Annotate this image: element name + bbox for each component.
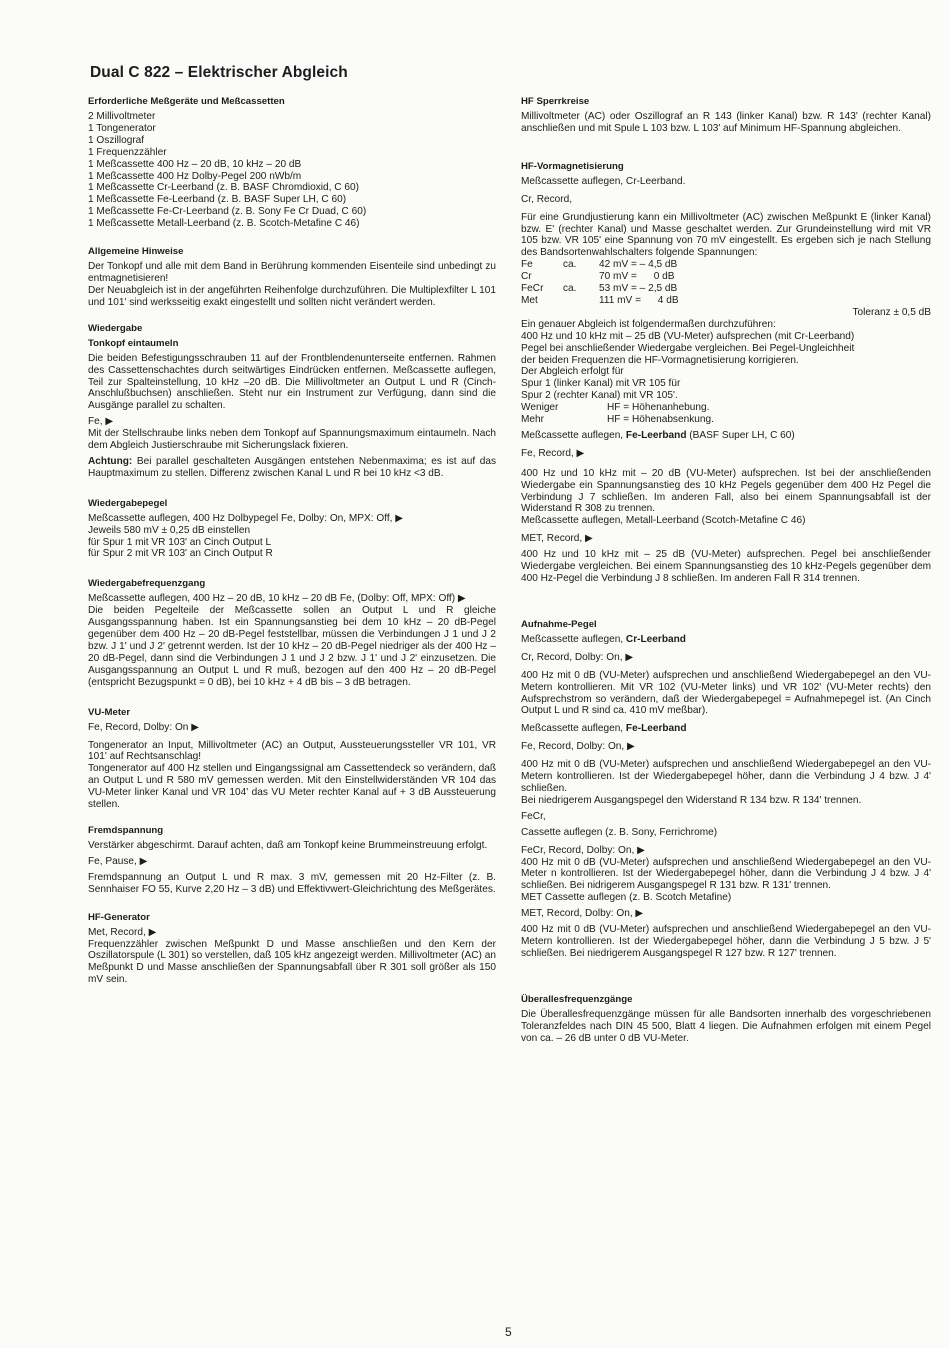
playback-level-heading: Wiedergabepegel (88, 497, 168, 509)
record-fe-p-b: Bei niedrigerem Ausgangspegel den Widerstand R 134 bzw. R 134' trennen. (521, 794, 862, 806)
record-fecr-line: Cassette auflegen (z. B. Sony, Ferrichrome) (521, 826, 718, 838)
hf-bias-line2: Cr, Record, (521, 193, 573, 205)
table-row (521, 414, 931, 426)
playback-level-line: für Spur 2 mit VR 103' an Cinch Output R (88, 548, 273, 560)
hf-trap-p: Millivoltmeter (AC) oder Oszillograf an R 143 (linker Kanal) bzw. R 143' (rechter Kanal) anschließen und mit Spule L 103 bzw. L 103' auf Minimum HF-Spannung abgleichen. (521, 111, 931, 134)
fe-blank-bold: Fe-Leerband (625, 429, 687, 441)
equipment-item: 1 Meßcassette Metall-Leerband (z. B. Scotch-Metafine C 46) (88, 218, 360, 230)
equipment-item: 1 Meßcassette Cr-Leerband (z. B. BASF Chromdioxid, C 60) (88, 182, 359, 194)
head-alignment-p3 (88, 456, 496, 480)
record-cr-line (521, 634, 931, 646)
playback-level-line: Meßcassette auflegen, 400 Hz Dolbypegel Fe, Dolby: On, MPX: Off, ▶ (88, 512, 404, 524)
page-number: 5 (505, 1325, 512, 1339)
hf-bias-line: 400 Hz und 10 kHz mit – 25 dB (VU-Meter) aufsprechen (mit Cr-Leerband) (521, 330, 855, 342)
bias-change-cell: Mehr (521, 414, 544, 426)
noise-voltage-mode: Fe, Pause, ▶ (88, 855, 148, 867)
record-cr-bold: Cr-Leerband (625, 633, 686, 645)
voltage-cell: 111 mV = 4 dB (599, 294, 679, 306)
equipment-item: 1 Meßcassette 400 Hz Dolby-Pegel 200 nWb/m (88, 170, 302, 182)
record-fecr-label: FeCr, (521, 810, 546, 822)
equipment-item: 1 Meßcassette Fe-Cr-Leerband (z. B. Sony Fe Cr Duad, C 60) (88, 206, 367, 218)
metal-p: 400 Hz und 10 kHz mit – 25 dB (VU-Meter) aufsprechen. Pegel bei anschließender Wiedergabe vergleichen. Bei einem Spannungsanstieg des 10 kHz-Pegels gegenüber dem 400 Hz-Pegel die Verbindung J 8 schließen. Im anderen Fall R 314 trennen. (521, 549, 931, 584)
equipment-item: 1 Meßcassette Fe-Leerband (z. B. BASF Super LH, C 60) (88, 194, 347, 206)
record-fecr-p: 400 Hz mit 0 dB (VU-Meter) aufsprechen und anschließend Wiedergabepegel an den VU-Meter n kontrollieren. Ist der Wiedergabepegel höher, dann die Verbindung J 4 bzw. J 4' schließen. Bei nidrigerem Ausgangspegel R 131 bzw. R 131' trennen. (521, 856, 931, 892)
hf-trap-heading: HF Sperrkreise (521, 96, 590, 107)
hf-bias-lines (521, 319, 931, 402)
record-fe-text: Meßcassette auflegen, (521, 723, 626, 735)
hf-generator-mode: Met, Record, ▶ (88, 926, 157, 938)
record-cr-mode: Cr, Record, Dolby: On, ▶ (521, 651, 634, 663)
hf-bias-line: Spur 1 (linker Kanal) mit VR 105 für (521, 378, 681, 390)
equipment-item: 1 Meßcassette 400 Hz – 20 dB, 10 kHz – 20 dB (88, 158, 302, 170)
fe-blank-text: Meßcassette auflegen, (521, 429, 626, 441)
table-row (521, 283, 931, 295)
record-fe-bold: Fe-Leerband (625, 723, 687, 735)
bias-effect-cell: HF = Höhenanhebung. (607, 402, 710, 414)
tape-type-cell: FeCr (521, 283, 544, 295)
record-cr-p: 400 Hz mit 0 dB (VU-Meter) aufsprechen und anschließend Wiedergabepegel an den VU-Metern kontrollieren. Mit VR 102 (VU-Meter links) und VR 102' (VU-Meter rechts) den Aufsprechstrom so verändern, daß der Wiedergabepegel = Aufnahmepegel ist. (An Cinch Output L und R sind ca. 410 mV meßbar). (521, 669, 931, 717)
equipment-item: 2 Millivoltmeter (88, 111, 156, 122)
general-notes-p1: Der Tonkopf und alle mit dem Band in Berührung kommenden Eisenteile sind unbedingt zu entmagnetisieren! (88, 261, 496, 284)
hf-bias-line: Spur 2 (rechter Kanal) mit VR 105'. (521, 390, 678, 402)
voltage-cell: 53 mV = – 2,5 dB (599, 283, 678, 295)
metal-mode: MET, Record, ▶ (521, 533, 593, 545)
tape-type-cell: Fe (521, 259, 533, 271)
hf-bias-line: Pegel bei anschließender Wiedergabe vergleichen. Bei Pegel-Ungleichheit (521, 342, 855, 354)
hf-bias-line: Der Abgleich erfolgt für (521, 366, 624, 378)
bias-change-cell: Weniger (521, 402, 559, 414)
hf-bias-line: Ein genauer Abgleich ist folgendermaßen durchzuführen: (521, 318, 776, 330)
head-alignment-p1: Die beiden Befestigungsschrauben 11 auf der Frontblendenunterseite entfernen. Rahmen des Cassettenschachtes durch seitwärtiges Eindrücken entfernen. Meßcassette auflegen, Teil zur Spalteinstellung, 10 kHz –20 dB. Die Millivoltmeter an Output L und R (Cinch-Anschlußbuchsen) anschließen. Steht nur ein Instrument zur Verfügung, dann sind die Ausgänge parallel zu schalten. (88, 352, 496, 412)
vu-meter-mode: Fe, Record, Dolby: On ▶ (88, 721, 199, 733)
playback-level-line: Jeweils 580 mV ± 0,25 dB einstellen (88, 524, 251, 536)
attention-label: Achtung: (88, 455, 133, 467)
metal-blank-line: Meßcassette auflegen, Metall-Leerband (Scotch-Metafine C 46) (521, 515, 806, 527)
right-column (521, 96, 931, 1044)
overall-response-p: Die Überallesfrequenzgänge müssen für alle Bandsorten innerhalb des vorgeschriebenen Toleranzfeldes nach DIN 45 500, Blatt 4 liegen. Die Aufnahmen erfolgen mit einem Pegel von ca. – 26 dB unter 0 dB VU-Meter. (521, 1008, 931, 1044)
table-row (521, 402, 931, 414)
vu-meter-p2: Tongenerator auf 400 Hz stellen und Eingangssignal am Cassettendeck so verändern, daß an Output L und R 580 mV gemessen werden. Mit den Einstellwiderständen VR 104 das VU-Meter linker Kanal und VR 104' das VU Meter rechter Kanal auf + 3 dB Aussteuerung stellen. (88, 763, 496, 811)
general-notes-p2: Der Neuabgleich ist in der angeführten Reihenfolge durchzuführen. Die Multiplexfilter L 101 und 101' sind werksseitig exakt eingestellt und sollten nicht verändert werden. (88, 284, 496, 308)
overall-response-heading: Überallesfrequenzgänge (521, 993, 633, 1005)
bias-voltage-table (521, 259, 931, 307)
record-fe-line (521, 723, 931, 735)
hf-generator-heading: HF-Generator (88, 911, 150, 923)
record-met-line: MET Cassette auflegen (z. B. Scotch Metafine) (521, 892, 732, 904)
fe-mode: Fe, Record, ▶ (521, 447, 585, 459)
table-row (521, 271, 931, 283)
voltage-cell: 70 mV = 0 dB (599, 271, 675, 283)
hf-bias-line: der beiden Frequenzen die HF-Vormagnetisierung korrigieren. (521, 354, 799, 366)
fe-blank-note: (BASF Super LH, C 60) (686, 429, 795, 441)
equipment-item: 1 Tongenerator (88, 122, 156, 134)
playback-frequency-p2: Die beiden Pegelteile der Meßcassette sollen an Output L und R gleiche Ausgangsspannung haben. Ist ein Spannungsanstieg bei dem 10 kHz – 20 dB-Pegel gegenüber dem 400 Hz – 20 dB-Pegel feststellbar, müssen die Verbindungen J 1 und J 2 bzw. J 1' und J 2' getrennt werden. Ist der 10 kHz – 20 dB-Pegel niedriger als der 400 Hz – 20 dB-Pegel, dann sind die Verbindungen J 1 und J 2 bzw. J 1' und J 2' einzusetzen. Die Ausgangsspannung an Output L und R muß, bezogen auf den 400 Hz – 20 dB-Pegel (entspricht Bezugspunkt = 0 dB), bei 10 kHz + 4 dB bis – 3 dB betragen. (88, 605, 496, 688)
approx-cell (563, 295, 599, 307)
fe-p: 400 Hz und 10 kHz mit – 20 dB (VU-Meter) aufsprechen. Ist bei der anschließenden Wiedergabe ein Spannungsanstieg des 10 kHz Pegels gegenüber dem 400 Hz Pegel die Verbindung J 7 schließen. Im anderen Fall, also bei einem Spannungsabfall ist der Widerstand R 308 zu trennen. (521, 467, 931, 515)
vu-meter-p1: Tongenerator an Input, Millivoltmeter (AC) an Output, Aussteuerungssteller VR 101, VR 101' auf Rechtsanschlag! (88, 739, 496, 763)
record-fe-mode: Fe, Record, Dolby: On, ▶ (521, 741, 635, 753)
playback-heading: Wiedergabe (88, 322, 143, 334)
vu-meter-heading: VU-Meter (88, 706, 131, 718)
page-title: Dual C 822 – Elektrischer Abgleich (90, 64, 348, 81)
tape-type-cell: Met (521, 294, 538, 306)
equipment-heading: Erforderliche Meßgeräte und Meßcassetten (88, 96, 285, 107)
playback-frequency-heading: Wiedergabefrequenzgang (88, 578, 206, 590)
equipment-list (88, 111, 496, 230)
hf-generator-p: Frequenzzähler zwischen Meßpunkt D und Masse anschließen und den Kern der Oszillatorspule (L 301) so verstellen, daß 105 kHz angezeigt werden. Millivoltmeter (AC) an Meßpunkt D und Masse anschließen der Spannungsabfall über R 301 soll größer als 150 mV sein. (88, 938, 496, 986)
record-fe-p: 400 Hz mit 0 dB (VU-Meter) aufsprechen und anschließend Wiedergabepegel an den VU-Metern kontrollieren. Ist der Wiedergabepegel höher, dann die Verbindung J 4 bzw. J 4' schließen. (521, 759, 931, 794)
tape-type-cell: Cr (521, 271, 532, 283)
head-alignment-mode: Fe, ▶ (88, 416, 114, 428)
left-column (88, 96, 496, 986)
attention-text: Bei parallel geschalteten Ausgängen entstehen Nebenmaxima; es ist auf das Hauptmaximum zu stellen. Differenz zwischen Kanal L und R bei 10 kHz <3 dB. (88, 455, 496, 479)
record-met-mode: MET, Record, Dolby: On, ▶ (521, 908, 644, 920)
approx-cell (563, 271, 599, 283)
hf-bias-heading: HF-Vormagnetisierung (521, 160, 624, 172)
bias-effect-cell: HF = Höhenabsenkung. (607, 414, 714, 426)
bias-tolerance: Toleranz ± 0,5 dB (852, 306, 931, 318)
equipment-item: 1 Frequenzzähler (88, 146, 167, 158)
bias-effect-table (521, 402, 931, 426)
record-fecr-mode: FeCr, Record, Dolby: On, ▶ (521, 844, 645, 856)
approx-cell: ca. (563, 259, 577, 271)
approx-cell: ca. (563, 283, 577, 295)
record-cr-text: Meßcassette auflegen, (521, 633, 626, 645)
record-level-heading: Aufnahme-Pegel (521, 618, 597, 630)
hf-bias-p1: Für eine Grundjustierung kann ein Millivoltmeter (AC) zwischen Meßpunkt E (linker Kanal) bzw. E' (rechter Kanal) und Masse geschaltet werden. Zur Grundeinstellung wird mit VR 105 bzw. VR 105' eine Spannung von 70 mV eingestellt. Es ergeben sich je nach Stellung des Bandsortenwahlschalters folgende Spannungen: (521, 211, 931, 259)
table-row (521, 259, 931, 271)
equipment-item: 1 Oszillograf (88, 134, 145, 146)
record-met-p: 400 Hz mit 0 dB (VU-Meter) aufsprechen und anschließend Wiedergabepegel an den VU-Metern kontrollieren. Ist der Wiedergabepegel höher, dann die Verbindung J 5 bzw. J 5' schließen. Bei niedrigerem Ausgangspegel R 127 bzw. R 127' trennen. (521, 924, 931, 959)
noise-voltage-heading: Fremdspannung (88, 824, 164, 836)
table-row (521, 295, 931, 307)
playback-frequency-p1: Meßcassette auflegen, 400 Hz – 20 dB, 10 kHz – 20 dB Fe, (Dolby: Off, MPX: Off) ▶ (88, 593, 466, 605)
head-alignment-heading: Tonkopf eintaumeln (88, 337, 179, 349)
noise-voltage-p1: Verstärker abgeschirmt. Darauf achten, daß am Tonkopf keine Brummeinstreuung erfolgt. (88, 839, 488, 851)
voltage-cell: 42 mV = – 4,5 dB (599, 259, 678, 271)
head-alignment-p2: Mit der Stellschraube links neben dem Tonkopf auf Spannungsmaximum eintaumeln. Nach dem Abgleich Justierschraube mit Sicherungslack fixieren. (88, 428, 496, 452)
playback-level-lines (88, 513, 496, 561)
playback-level-line: für Spur 1 mit VR 103' an Cinch Output L (88, 536, 272, 548)
general-notes-heading: Allgemeine Hinweise (88, 246, 184, 258)
noise-voltage-p2: Fremdspannung an Output L und R max. 3 mV, gemessen mit 20 Hz-Filter (z. B. Sennhaiser FO 55, Kurve 2,20 Hz – 3 dB) und Effektivwert-Gleichrichtung des Meßgerätes. (88, 871, 496, 895)
hf-bias-line1: Meßcassette auflegen, Cr-Leerband. (521, 175, 686, 187)
fe-blank-line (521, 430, 931, 442)
